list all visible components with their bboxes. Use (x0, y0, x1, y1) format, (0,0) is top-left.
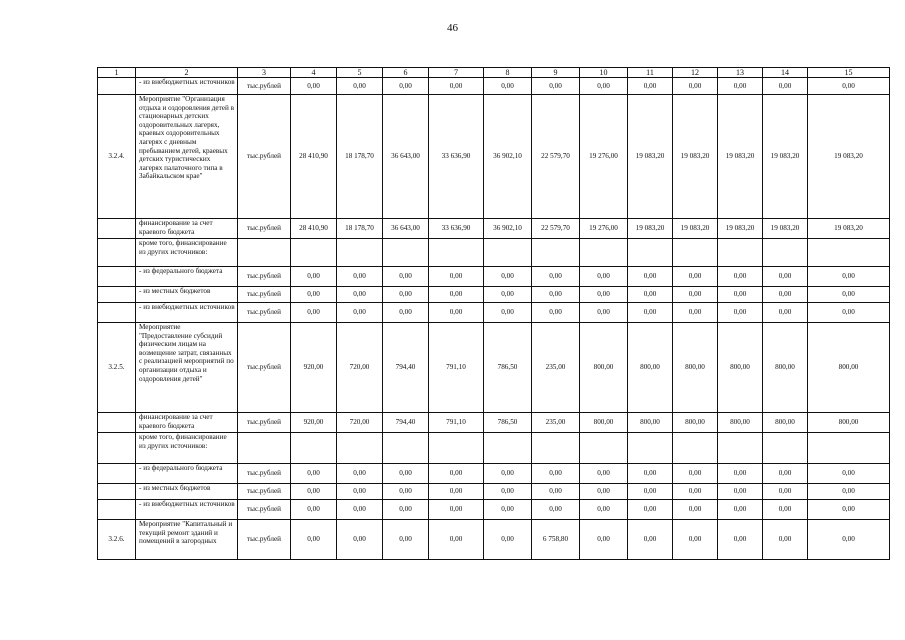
value-cell: 0,00 (484, 267, 532, 287)
value-cell: 0,00 (383, 303, 429, 323)
value-cell: 786,50 (484, 413, 532, 433)
value-cell: 0,00 (383, 287, 429, 303)
value-cell: 19 083,20 (808, 219, 890, 239)
value-cell: 0,00 (383, 484, 429, 500)
unit-cell: тыс.рублей (238, 323, 291, 413)
value-cell: 800,00 (628, 413, 673, 433)
value-cell (808, 239, 890, 267)
value-cell: 0,00 (532, 500, 580, 520)
value-cell: 0,00 (429, 78, 484, 95)
column-number: 11 (628, 68, 673, 78)
item-code (98, 239, 136, 267)
column-number: 14 (763, 68, 808, 78)
value-cell: 0,00 (580, 484, 628, 500)
value-cell: 0,00 (718, 303, 763, 323)
value-cell (383, 433, 429, 464)
value-cell: 0,00 (532, 484, 580, 500)
value-cell: 0,00 (628, 78, 673, 95)
value-cell: 0,00 (337, 78, 383, 95)
value-cell (532, 433, 580, 464)
item-label: финансирование за счет краевого бюджета (136, 219, 238, 239)
value-cell: 0,00 (718, 78, 763, 95)
value-cell: 19 083,20 (673, 219, 718, 239)
unit-cell (238, 239, 291, 267)
value-cell: 791,10 (429, 413, 484, 433)
value-cell: 0,00 (673, 464, 718, 484)
value-cell: 800,00 (628, 323, 673, 413)
value-cell: 0,00 (808, 78, 890, 95)
value-cell: 0,00 (718, 520, 763, 560)
value-cell: 0,00 (763, 78, 808, 95)
unit-cell: тыс.рублей (238, 520, 291, 560)
value-cell: 800,00 (718, 413, 763, 433)
value-cell: 0,00 (808, 464, 890, 484)
value-cell: 6 758,80 (532, 520, 580, 560)
value-cell (580, 433, 628, 464)
unit-cell: тыс.рублей (238, 303, 291, 323)
column-number: 1 (98, 68, 136, 78)
value-cell: 22 579,70 (532, 219, 580, 239)
value-cell (429, 433, 484, 464)
value-cell: 0,00 (808, 500, 890, 520)
value-cell: 0,00 (718, 287, 763, 303)
item-label: Мероприятие "Капитальный и текущий ремонт зданий и помещений в загородных (136, 520, 238, 560)
value-cell: 19 276,00 (580, 219, 628, 239)
value-cell: 800,00 (673, 323, 718, 413)
value-cell (763, 239, 808, 267)
value-cell: 0,00 (291, 267, 337, 287)
value-cell: 0,00 (532, 267, 580, 287)
value-cell: 0,00 (429, 287, 484, 303)
value-cell: 36 643,00 (383, 95, 429, 219)
value-cell: 22 579,70 (532, 95, 580, 219)
value-cell: 0,00 (291, 287, 337, 303)
value-cell: 720,00 (337, 323, 383, 413)
value-cell (337, 433, 383, 464)
value-cell: 786,50 (484, 323, 532, 413)
value-cell: 0,00 (718, 500, 763, 520)
value-cell: 0,00 (337, 464, 383, 484)
item-code: 3.2.5. (98, 323, 136, 413)
value-cell: 19 083,20 (628, 95, 673, 219)
value-cell (383, 239, 429, 267)
value-cell: 0,00 (484, 520, 532, 560)
value-cell: 800,00 (763, 413, 808, 433)
value-cell: 0,00 (484, 484, 532, 500)
value-cell: 0,00 (484, 500, 532, 520)
item-code: 3.2.6. (98, 520, 136, 560)
value-cell: 0,00 (763, 500, 808, 520)
value-cell: 19 083,20 (718, 95, 763, 219)
value-cell: 920,00 (291, 323, 337, 413)
value-cell: 0,00 (808, 520, 890, 560)
item-code (98, 464, 136, 484)
value-cell: 0,00 (673, 520, 718, 560)
value-cell: 0,00 (532, 464, 580, 484)
value-cell: 0,00 (532, 287, 580, 303)
value-cell: 0,00 (580, 520, 628, 560)
value-cell: 0,00 (580, 267, 628, 287)
value-cell: 0,00 (628, 464, 673, 484)
value-cell (580, 239, 628, 267)
value-cell: 0,00 (532, 78, 580, 95)
value-cell: 0,00 (580, 500, 628, 520)
table-row (98, 267, 890, 287)
value-cell: 0,00 (763, 303, 808, 323)
value-cell: 19 276,00 (580, 95, 628, 219)
value-cell: 0,00 (337, 520, 383, 560)
value-cell (291, 239, 337, 267)
column-number: 13 (718, 68, 763, 78)
value-cell: 0,00 (580, 78, 628, 95)
value-cell: 0,00 (763, 484, 808, 500)
item-code (98, 484, 136, 500)
value-cell (337, 239, 383, 267)
value-cell: 800,00 (718, 323, 763, 413)
value-cell: 0,00 (718, 267, 763, 287)
value-cell: 0,00 (763, 267, 808, 287)
item-label: - из местных бюджетов (136, 287, 238, 303)
value-cell: 0,00 (673, 287, 718, 303)
value-cell: 800,00 (580, 413, 628, 433)
value-cell: 0,00 (291, 500, 337, 520)
unit-cell: тыс.рублей (238, 78, 291, 95)
value-cell: 0,00 (337, 267, 383, 287)
column-number: 12 (673, 68, 718, 78)
unit-cell: тыс.рублей (238, 484, 291, 500)
value-cell: 235,00 (532, 413, 580, 433)
value-cell: 0,00 (628, 500, 673, 520)
value-cell (718, 433, 763, 464)
value-cell: 0,00 (383, 520, 429, 560)
page-number: 46 (447, 22, 458, 34)
value-cell: 0,00 (580, 287, 628, 303)
value-cell: 36 902,10 (484, 95, 532, 219)
table-row (98, 303, 890, 323)
value-cell: 0,00 (337, 484, 383, 500)
value-cell: 794,40 (383, 413, 429, 433)
value-cell: 0,00 (291, 303, 337, 323)
value-cell (718, 239, 763, 267)
value-cell: 0,00 (763, 464, 808, 484)
column-number: 7 (429, 68, 484, 78)
value-cell: 33 636,90 (429, 95, 484, 219)
column-number: 10 (580, 68, 628, 78)
value-cell: 0,00 (429, 520, 484, 560)
value-cell: 19 083,20 (763, 219, 808, 239)
item-code (98, 267, 136, 287)
value-cell: 0,00 (628, 267, 673, 287)
value-cell: 0,00 (628, 287, 673, 303)
table-row (98, 500, 890, 520)
value-cell: 800,00 (763, 323, 808, 413)
value-cell: 28 410,90 (291, 95, 337, 219)
value-cell: 720,00 (337, 413, 383, 433)
value-cell: 800,00 (808, 323, 890, 413)
item-label: - из внебюджетных источников (136, 303, 238, 323)
value-cell: 0,00 (429, 500, 484, 520)
table-row (98, 323, 890, 413)
item-code (98, 433, 136, 464)
value-cell: 0,00 (383, 78, 429, 95)
unit-cell: тыс.рублей (238, 500, 291, 520)
table-row (98, 484, 890, 500)
table-row (98, 464, 890, 484)
value-cell (763, 433, 808, 464)
column-number: 5 (337, 68, 383, 78)
value-cell: 0,00 (673, 303, 718, 323)
value-cell: 0,00 (429, 267, 484, 287)
column-number: 8 (484, 68, 532, 78)
value-cell: 0,00 (429, 303, 484, 323)
item-label: - из федерального бюджета (136, 267, 238, 287)
column-number: 9 (532, 68, 580, 78)
table-row (98, 520, 890, 560)
item-code: 3.2.4. (98, 95, 136, 219)
value-cell: 794,40 (383, 323, 429, 413)
value-cell: 0,00 (484, 287, 532, 303)
value-cell: 0,00 (628, 484, 673, 500)
unit-cell: тыс.рублей (238, 464, 291, 484)
value-cell: 0,00 (718, 464, 763, 484)
value-cell: 0,00 (383, 464, 429, 484)
value-cell: 0,00 (291, 520, 337, 560)
value-cell (628, 239, 673, 267)
value-cell: 0,00 (532, 303, 580, 323)
value-cell: 0,00 (484, 303, 532, 323)
value-cell (484, 239, 532, 267)
table-row (98, 219, 890, 239)
value-cell: 0,00 (484, 464, 532, 484)
table-row (98, 413, 890, 433)
item-code (98, 500, 136, 520)
item-label: кроме того, финансирование из других источников: (136, 239, 238, 267)
value-cell: 0,00 (808, 267, 890, 287)
value-cell: 0,00 (291, 78, 337, 95)
item-label: - из федерального бюджета (136, 464, 238, 484)
table-row (98, 95, 890, 219)
unit-cell (238, 433, 291, 464)
unit-cell: тыс.рублей (238, 413, 291, 433)
table-row (98, 433, 890, 464)
value-cell: 0,00 (580, 464, 628, 484)
column-number: 6 (383, 68, 429, 78)
item-label: финансирование за счет краевого бюджета (136, 413, 238, 433)
value-cell: 0,00 (337, 500, 383, 520)
value-cell: 19 083,20 (673, 95, 718, 219)
value-cell: 235,00 (532, 323, 580, 413)
value-cell: 0,00 (628, 520, 673, 560)
value-cell: 36 643,00 (383, 219, 429, 239)
value-cell (808, 433, 890, 464)
value-cell (673, 433, 718, 464)
column-number: 3 (238, 68, 291, 78)
value-cell: 33 636,90 (429, 219, 484, 239)
value-cell: 0,00 (673, 500, 718, 520)
value-cell: 19 083,20 (763, 95, 808, 219)
value-cell: 19 083,20 (718, 219, 763, 239)
value-cell: 791,10 (429, 323, 484, 413)
value-cell: 800,00 (808, 413, 890, 433)
item-label: - из внебюджетных источников (136, 500, 238, 520)
item-code (98, 219, 136, 239)
value-cell: 0,00 (673, 484, 718, 500)
value-cell: 0,00 (808, 287, 890, 303)
header-row (98, 68, 890, 78)
value-cell: 0,00 (429, 464, 484, 484)
value-cell (484, 433, 532, 464)
value-cell (532, 239, 580, 267)
value-cell: 0,00 (484, 78, 532, 95)
value-cell: 800,00 (580, 323, 628, 413)
item-label: - из местных бюджетов (136, 484, 238, 500)
value-cell (628, 433, 673, 464)
value-cell (291, 433, 337, 464)
value-cell: 0,00 (291, 464, 337, 484)
table-row (98, 78, 890, 95)
value-cell: 0,00 (718, 484, 763, 500)
value-cell: 920,00 (291, 413, 337, 433)
value-cell: 18 178,70 (337, 95, 383, 219)
unit-cell: тыс.рублей (238, 287, 291, 303)
column-number: 15 (808, 68, 890, 78)
value-cell: 0,00 (383, 500, 429, 520)
value-cell (673, 239, 718, 267)
unit-cell: тыс.рублей (238, 95, 291, 219)
item-label: - из внебюджетных источников (136, 78, 238, 95)
value-cell: 0,00 (808, 484, 890, 500)
value-cell: 0,00 (337, 287, 383, 303)
value-cell: 19 083,20 (628, 219, 673, 239)
table-row (98, 239, 890, 267)
item-code (98, 303, 136, 323)
value-cell: 0,00 (673, 78, 718, 95)
financing-table (97, 67, 890, 560)
value-cell: 18 178,70 (337, 219, 383, 239)
value-cell: 28 410,90 (291, 219, 337, 239)
value-cell: 0,00 (429, 484, 484, 500)
value-cell: 800,00 (673, 413, 718, 433)
value-cell: 0,00 (763, 287, 808, 303)
table-row (98, 287, 890, 303)
item-label: Мероприятие "Предоставление субсидий физическим лицам на возмещение затрат, связанных с реализацией мероприятий по организации отдыха и оздоровления детей" (136, 323, 238, 413)
value-cell: 0,00 (580, 303, 628, 323)
value-cell: 0,00 (337, 303, 383, 323)
value-cell: 0,00 (291, 484, 337, 500)
value-cell: 0,00 (808, 303, 890, 323)
column-number: 4 (291, 68, 337, 78)
value-cell: 36 902,10 (484, 219, 532, 239)
item-code (98, 287, 136, 303)
column-number: 2 (136, 68, 238, 78)
item-code (98, 413, 136, 433)
unit-cell: тыс.рублей (238, 219, 291, 239)
item-label: Мероприятие "Организация отдыха и оздоровления детей в стационарных детских оздоровительных лагерях, краевых оздоровительных лагерях с дневным пребыванием детей, краевых детских туристических лагерях палаточного типа в Забайкальском крае" (136, 95, 238, 219)
value-cell: 0,00 (628, 303, 673, 323)
value-cell: 0,00 (763, 520, 808, 560)
value-cell (429, 239, 484, 267)
value-cell: 19 083,20 (808, 95, 890, 219)
value-cell: 0,00 (383, 267, 429, 287)
item-label: кроме того, финансирование из других источников: (136, 433, 238, 464)
unit-cell: тыс.рублей (238, 267, 291, 287)
item-code (98, 78, 136, 95)
value-cell: 0,00 (673, 267, 718, 287)
